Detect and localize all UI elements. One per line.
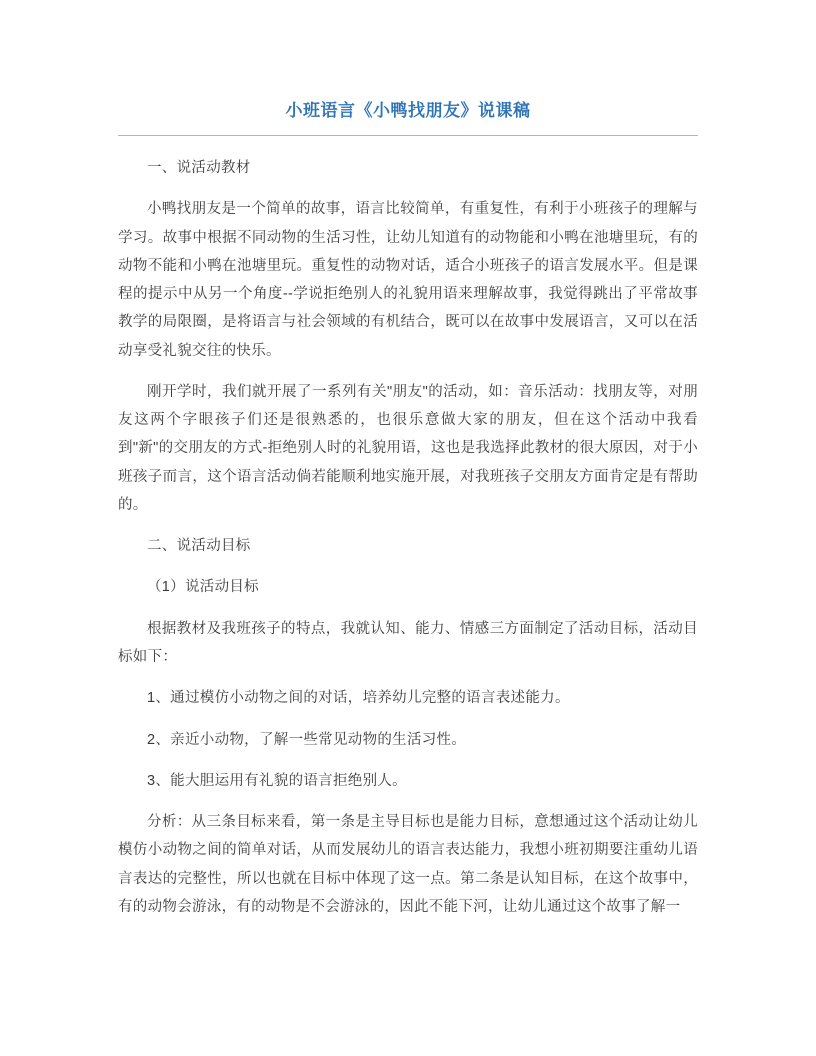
paragraph: 刚开学时，我们就开展了一系列有关"朋友"的活动，如：音乐活动：找朋友等，对朋友这两个字眼孩子们还是很熟悉的，也很乐意做大家的朋友，但在这个活动中我看到"新"的交朋友的方式-拒绝别人时的礼貌用语，这也是我选择此教材的很大原因，对于小班孩子而言，这个语言活动倘若能顺利地实施开展，对我班孩子交朋友方面肯定是有帮助的。: [118, 383, 698, 513]
subsection-heading-goals: （1）说活动目标: [147, 579, 259, 596]
list-item-goal-3: 3、能大胆运用有礼貌的语言拒绝别人。: [147, 772, 407, 789]
title-divider: [118, 135, 698, 136]
paragraph: 小鸭找朋友是一个简单的故事，语言比较简单，有重复性，有利于小班孩子的理解与学习。故事中根据不同动物的生活习性，让幼儿知道有的动物能和小鸭在池塘里玩，有的动物不能和小鸭在池塘里玩。重复性的动物对话，适合小班孩子的语言发展水平。但是课程的提示中从另一个角度--学说拒绝别人的礼貌用语来理解故事，我觉得跳出了平常故事教学的局限圈，是将语言与社会领域的有机结合，既可以在故事中发展语言，又可以在活动享受礼貌交往的快乐。: [118, 201, 698, 359]
section-heading-activity-goals: 二、说活动目标: [147, 538, 251, 555]
document-body: [118, 154, 698, 921]
paragraph: 根据教材及我班孩子的特点，我就认知、能力、情感三方面制定了活动目标，活动目标如下：: [118, 620, 698, 665]
list-item-goal-2: 2、亲近小动物，了解一些常见动物的生活习性。: [147, 731, 467, 748]
document-title: 小班语言《小鸭找朋友》说课稿: [285, 101, 531, 120]
section-heading-teaching-material: 一、说活动教材: [147, 160, 251, 176]
paragraph-analysis: 分析：从三条目标来看，第一条是主导目标也是能力目标，意想通过这个活动让幼儿模仿小动物之间的简单对话，从而发展幼儿的语言表达能力，我想小班初期要注重幼儿语言表达的完整性，所以也就在目标中体现了这一点。第二条是认知目标，在这个故事中，有的动物会游泳，有的动物是不会游泳的，因此不能下河，让幼儿通过这个故事了解一: [118, 814, 698, 915]
list-item-goal-1: 1、通过模仿小动物之间的对话，培养幼儿完整的语言表述能力。: [147, 690, 570, 707]
